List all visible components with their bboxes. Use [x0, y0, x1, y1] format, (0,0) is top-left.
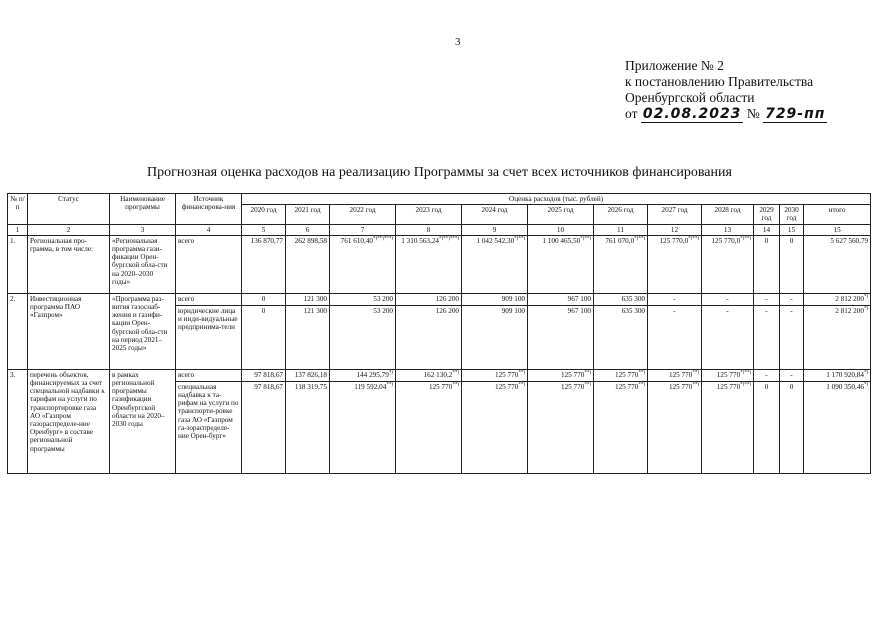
footnote-mark: *)**) [514, 236, 525, 242]
header-year-2: 2022 год [330, 205, 396, 224]
footnote-mark: **) [584, 370, 591, 376]
value-cell [528, 235, 594, 293]
value-cell [330, 369, 396, 381]
value-cell [396, 293, 462, 305]
footnote-mark: *)**)***) [439, 236, 459, 242]
value-text: 137 826,18 [294, 370, 327, 379]
value-text: 125 770,0 [711, 236, 741, 245]
value-text: 118 319,75 [294, 382, 327, 391]
value-text: 126 200 [435, 306, 459, 315]
value-cell [804, 305, 871, 369]
value-text: 5 627 560,79 [830, 236, 869, 245]
decree-date: 02.08.2023 [642, 106, 742, 122]
decree-number: 729-пп [765, 106, 826, 122]
header-year-3: 2023 год [396, 205, 462, 224]
header-year-1: 2021 год [286, 205, 330, 224]
value-text: 121 300 [303, 306, 327, 315]
row-funding-source: всего [176, 293, 242, 305]
column-number-9: 10 [528, 224, 594, 235]
value-text: 761 610,40 [340, 236, 373, 245]
row-program-name: в рамках региональной программы газификации Оренбургской области на 2020–2030 годы [110, 369, 176, 473]
value-cell [330, 381, 396, 473]
value-cell [804, 235, 871, 293]
from-label: от [625, 106, 638, 121]
footnote-mark: *)**) [688, 236, 699, 242]
appendix-line-4 [625, 106, 827, 122]
value-cell [528, 293, 594, 305]
value-text: 144 295,79 [356, 370, 389, 379]
footnote-mark: *)**) [634, 236, 645, 242]
value-cell [242, 305, 286, 369]
row-number: 2. [8, 293, 28, 369]
footnote-mark: *) [388, 370, 393, 376]
column-number-3: 4 [176, 224, 242, 235]
value-cell [702, 305, 754, 369]
value-cell [528, 369, 594, 381]
value-cell [396, 235, 462, 293]
column-number-14: 15 [780, 224, 804, 235]
value-cell [648, 369, 702, 381]
value-cell [528, 305, 594, 369]
value-cell [648, 235, 702, 293]
value-cell [754, 381, 780, 473]
header-source: Источник финансирова-ния [176, 194, 242, 225]
column-number-4: 5 [242, 224, 286, 235]
footnote-mark: *)**)***) [373, 236, 393, 242]
value-cell [648, 293, 702, 305]
table-row [8, 235, 871, 293]
footnote-mark: **) [638, 382, 645, 388]
footnote-mark: *)**) [740, 382, 751, 388]
appendix-line-1: Приложение № 2 [625, 58, 724, 73]
value-cell [780, 293, 804, 305]
value-text: 53 200 [373, 306, 393, 315]
footnote-mark: **) [386, 382, 393, 388]
footnote-mark: *)**) [740, 236, 751, 242]
column-number-2: 3 [110, 224, 176, 235]
document-title: Прогнозная оценка расходов на реализацию Программы за счет всех источников финансирования [147, 165, 732, 180]
appendix-line-2: к постановлению Правительства [625, 74, 814, 89]
value-text: - [765, 306, 768, 315]
value-cell [242, 381, 286, 473]
value-cell [330, 305, 396, 369]
value-cell [754, 293, 780, 305]
header-year-6: 2026 год [594, 205, 648, 224]
value-cell [286, 305, 330, 369]
value-text: - [790, 294, 793, 303]
value-cell [330, 293, 396, 305]
value-cell [754, 305, 780, 369]
value-cell [780, 369, 804, 381]
value-text: 125 770 [428, 382, 453, 391]
value-cell [702, 235, 754, 293]
value-text: 125 770 [560, 370, 585, 379]
value-text: 2 812 200 [835, 294, 864, 303]
value-text: 0 [764, 382, 769, 391]
value-text: 1 170 920,84 [826, 370, 864, 379]
value-text: 125 770,0 [659, 236, 689, 245]
column-number-11: 12 [648, 224, 702, 235]
value-cell [804, 381, 871, 473]
value-text: 125 770 [494, 370, 519, 379]
column-number-1: 2 [28, 224, 110, 235]
header-row [8, 194, 871, 205]
value-cell [804, 293, 871, 305]
value-text: 53 200 [373, 294, 393, 303]
header-status: Статус [28, 194, 110, 225]
value-cell [462, 381, 528, 473]
footnote-mark: **) [452, 370, 459, 376]
value-text: 125 770 [614, 370, 639, 379]
value-cell [462, 369, 528, 381]
row-funding-source: всего [176, 235, 242, 293]
column-number-12: 13 [702, 224, 754, 235]
row-funding-source: специальная надбавка к та-рифам на услуги по транспорти-ровке газа АО «Газпром га-зораспределе-ние Орен-бург» [176, 381, 242, 473]
column-number-10: 11 [594, 224, 648, 235]
value-text: 121 300 [303, 294, 327, 303]
value-text: 119 592,04 [354, 382, 387, 391]
number-label: № [746, 106, 760, 121]
header-year-9: 2029 год [754, 205, 780, 224]
footnote-mark: **) [692, 370, 699, 376]
value-text: 125 770 [716, 370, 741, 379]
footnote-mark: **) [452, 382, 459, 388]
value-text: 635 300 [621, 294, 645, 303]
page-number: 3 [455, 36, 461, 48]
row-program-name: «Региональная программа гази-фикации Орен-бургской обла-сти на 2020–2030 годы» [110, 235, 176, 293]
value-text: 1 090 350,46 [826, 382, 864, 391]
value-cell [286, 293, 330, 305]
value-cell [594, 235, 648, 293]
value-text: 125 770 [560, 382, 585, 391]
header-name: Наименование программы [110, 194, 176, 225]
value-cell [528, 381, 594, 473]
value-cell [242, 293, 286, 305]
value-text: 761 070,0 [605, 236, 635, 245]
value-cell [648, 305, 702, 369]
value-cell [286, 235, 330, 293]
value-text: - [765, 370, 768, 379]
value-text: - [726, 294, 729, 303]
row-funding-source: юридические лица и инди-видуальные предпринима-тели [176, 305, 242, 369]
value-text: 1 100 465,50 [542, 236, 581, 245]
footnote-mark: *) [863, 382, 869, 388]
value-cell [702, 293, 754, 305]
footnote-mark: *) [863, 370, 869, 376]
value-text: 125 770 [614, 382, 639, 391]
value-cell [702, 381, 754, 473]
value-cell [780, 305, 804, 369]
value-cell [594, 305, 648, 369]
value-text: 1 310 563,24 [401, 236, 439, 245]
header-estimate: Оценка расходов (тыс. рублей) [242, 194, 871, 205]
value-cell [594, 293, 648, 305]
value-text: 125 770 [668, 382, 693, 391]
row-number: 1. [8, 235, 28, 293]
value-cell [286, 369, 330, 381]
row-status: перечень объектов, финансируемых за счет специальной надбавки к тарифам на услуги по транспортировке газа АО «Газпром газораспределе-ние Оренбург» в составе региональной программы [28, 369, 110, 473]
column-number-7: 8 [396, 224, 462, 235]
footnote-mark: *)**) [580, 236, 591, 242]
value-text: 125 770 [716, 382, 741, 391]
appendix-line-3: Оренбургской области [625, 90, 755, 105]
value-text: - [790, 306, 793, 315]
row-status: Инвестиционная программа ПАО «Газпром» [28, 293, 110, 369]
value-text: 0 [764, 236, 769, 245]
value-text: 0 [789, 382, 794, 391]
value-text: - [673, 306, 676, 315]
column-number-0: 1 [8, 224, 28, 235]
value-cell [242, 369, 286, 381]
column-number-6: 7 [330, 224, 396, 235]
column-number-5: 6 [286, 224, 330, 235]
header-year-5: 2025 год [528, 205, 594, 224]
value-cell [780, 381, 804, 473]
value-cell [462, 293, 528, 305]
value-text: 0 [261, 306, 266, 315]
value-cell [396, 369, 462, 381]
header-year-10: 2030 год [780, 205, 804, 224]
header-num: № п/п [8, 194, 28, 225]
footnote-mark: *) [863, 294, 869, 300]
footnote-mark: **) [638, 370, 645, 376]
value-text: 125 770 [494, 382, 519, 391]
appendix-block [625, 58, 827, 122]
value-cell [330, 235, 396, 293]
footnote-mark: **) [692, 382, 699, 388]
column-number-13: 14 [754, 224, 780, 235]
footnote-mark: **) [584, 382, 591, 388]
expense-table [7, 193, 871, 474]
value-text: 125 770 [668, 370, 693, 379]
table-row [8, 293, 871, 305]
value-cell [594, 381, 648, 473]
value-cell [754, 369, 780, 381]
row-funding-source: всего [176, 369, 242, 381]
value-cell [462, 235, 528, 293]
footnote-mark: **) [518, 370, 525, 376]
footnote-mark: *)**) [740, 370, 751, 376]
column-number-8: 9 [462, 224, 528, 235]
row-number: 3. [8, 369, 28, 473]
header-year-0: 2020 год [242, 205, 286, 224]
value-text: - [765, 294, 768, 303]
value-text: 909 100 [501, 294, 525, 303]
row-program-name: «Программа раз-вития газоснаб-жения и газифи-кации Орен-бургской обла-сти на период 2021–2025 годы» [110, 293, 176, 369]
header-year-11: итого [804, 205, 871, 224]
value-text: 967 100 [567, 294, 591, 303]
value-text: 136 870,77 [250, 236, 283, 245]
value-text: - [790, 370, 793, 379]
header-year-8: 2028 год [702, 205, 754, 224]
value-text: 162 130,2 [423, 370, 453, 379]
value-cell [462, 305, 528, 369]
footnote-mark: *) [863, 306, 869, 312]
row-status: Региональная про-грамма, в том числе: [28, 235, 110, 293]
value-text: - [673, 294, 676, 303]
value-cell [804, 369, 871, 381]
column-number-15: 15 [804, 224, 871, 235]
value-text: 2 812 200 [835, 306, 864, 315]
value-text: 1 042 542,30 [476, 236, 515, 245]
column-numbers-row [8, 224, 871, 235]
value-cell [648, 381, 702, 473]
value-text: 126 200 [435, 294, 459, 303]
value-text: 967 100 [567, 306, 591, 315]
value-text: - [726, 306, 729, 315]
value-cell [754, 235, 780, 293]
value-cell [396, 381, 462, 473]
value-cell [780, 235, 804, 293]
value-text: 262 898,58 [294, 236, 327, 245]
value-text: 909 100 [501, 306, 525, 315]
value-text: 635 300 [621, 306, 645, 315]
header-year-7: 2027 год [648, 205, 702, 224]
value-cell [242, 235, 286, 293]
value-text: 97 818,67 [254, 382, 283, 391]
value-text: 0 [261, 294, 266, 303]
value-text: 97 818,67 [254, 370, 283, 379]
table-row [8, 369, 871, 381]
footnote-mark: **) [518, 382, 525, 388]
value-cell [286, 381, 330, 473]
header-year-4: 2024 год [462, 205, 528, 224]
value-cell [594, 369, 648, 381]
value-cell [702, 369, 754, 381]
value-cell [396, 305, 462, 369]
value-text: 0 [789, 236, 794, 245]
